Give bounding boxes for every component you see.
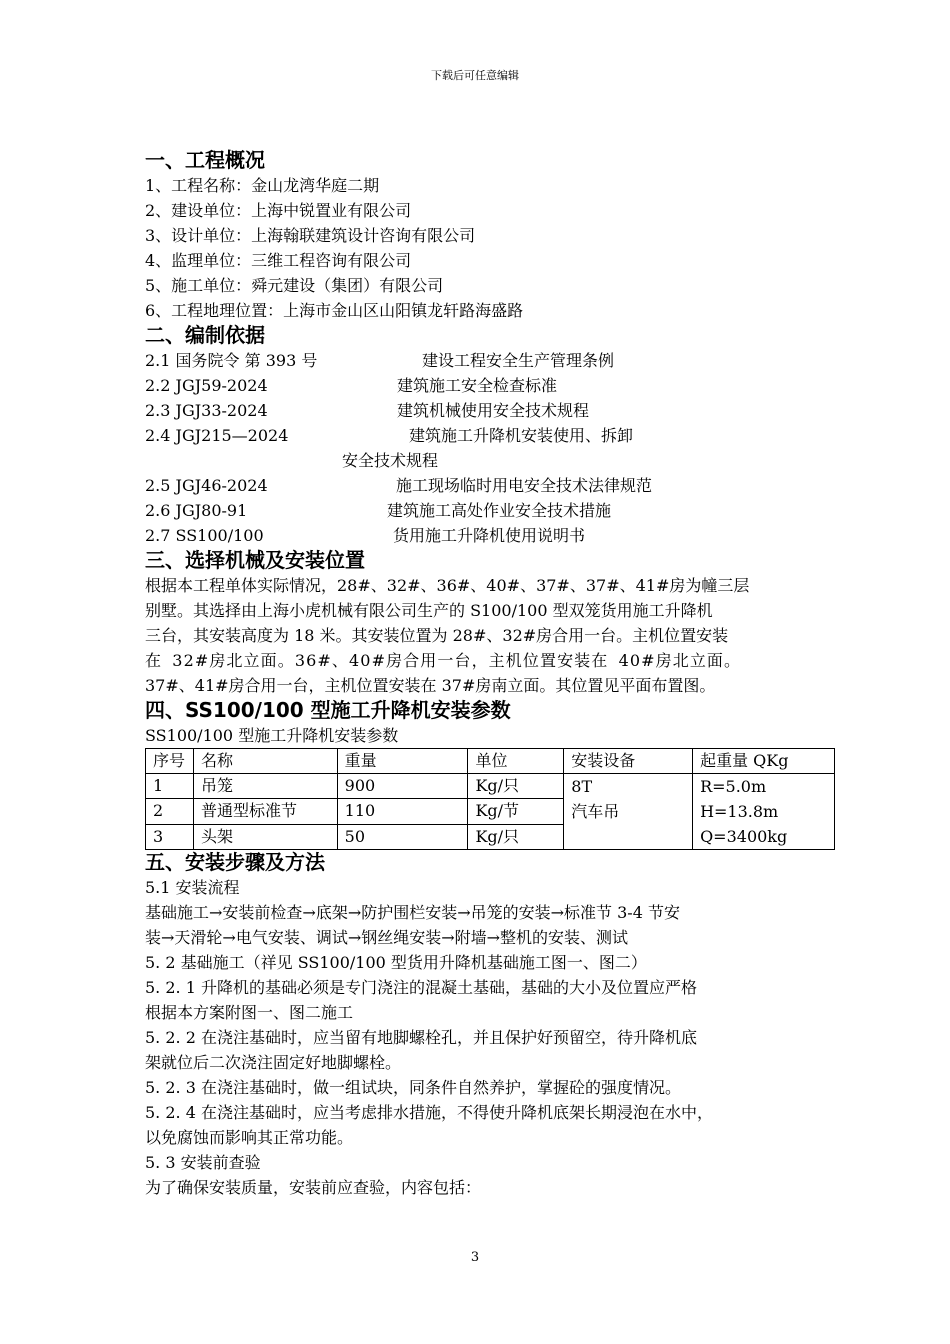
section4-heading: 四、SS100/100 型施工升降机安装参数 [145, 698, 511, 722]
paragraph-line: 37#、41#房合用一台，主机位置安装在 37#房南立面。其位置见平面布置图。 [145, 676, 716, 695]
paragraph-text: 根据本工程单体实际情况，28#、32#、36#、40#、37#、37#、41#房为幢三层 [145, 576, 750, 595]
table-cell: 3 [146, 824, 194, 849]
table-cell: Kg/只 [468, 824, 564, 849]
step-line: 基础施工→安装前检查→底架→防护围栏安装→吊笼的安装→标准节 3-4 节安 [145, 903, 680, 922]
column-header: 重量 [337, 749, 468, 774]
reference-title: 施工现场临时用电安全技术法律规范 [396, 476, 653, 495]
step-line: 5. 2 基础施工（祥见 SS100/100 型货用升降机基础施工图一、图二） [145, 953, 647, 972]
reference-item [145, 373, 835, 398]
step-line: 架就位后二次浇注固定好地脚螺栓。 [145, 1053, 402, 1072]
equipment-cell [564, 774, 693, 850]
table-cell: Kg/只 [468, 774, 564, 799]
capacity-cell [693, 774, 835, 850]
equipment-line: 汽车吊 [571, 802, 620, 821]
step-line: 5. 2. 2 在浇注基础时，应当留有地脚螺栓孔，并且保护好预留空，待升降机底 [145, 1028, 697, 1047]
table-cell: 110 [337, 799, 468, 824]
reference-title: 建筑机械使用安全技术规程 [397, 401, 590, 420]
reference-list [145, 348, 835, 548]
reference-title: 建筑施工升降机安装使用、拆卸 [409, 426, 634, 445]
paragraph-line: 三台，其安装高度为 18 米。其安装位置为 28#、32#房合用一台。主机位置安装 [145, 626, 729, 645]
table-cell: 1 [146, 774, 194, 799]
step-line: 以免腐蚀而影响其正常功能。 [145, 1128, 354, 1147]
table-caption: SS100/100 型施工升降机安装参数 [145, 726, 399, 745]
reference-item [145, 423, 835, 448]
table-cell: 头架 [193, 824, 337, 849]
reference-code: 2.2 JGJ59-2024 [145, 376, 268, 395]
capacity-line: Q=3400kg [700, 827, 788, 846]
step-line: 5. 3 安装前查验 [145, 1153, 261, 1172]
reference-title: 建筑施工安全检查标准 [397, 376, 558, 395]
reference-code: 2.6 JGJ80-91 [145, 501, 248, 520]
equipment-line: 8T [571, 777, 593, 796]
reference-title: 货用施工升降机使用说明书 [393, 526, 586, 545]
machine-selection-paragraph [145, 573, 835, 698]
table-cell: 吊笼 [193, 774, 337, 799]
table-cell: 普通型标准节 [193, 799, 337, 824]
overview-item: 5、施工单位：舜元建设（集团）有限公司 [145, 276, 444, 295]
overview-item: 3、设计单位：上海翰联建筑设计咨询有限公司 [145, 226, 476, 245]
parameters-table [145, 748, 835, 850]
column-header: 安装设备 [564, 749, 693, 774]
section2-heading: 二、编制依据 [145, 323, 265, 347]
table-cell: 900 [337, 774, 468, 799]
section3-heading: 三、选择机械及安装位置 [145, 548, 365, 572]
step-line: 5.1 安装流程 [145, 878, 240, 897]
table-cell: Kg/节 [468, 799, 564, 824]
overview-item: 1、工程名称：金山龙湾华庭二期 [145, 176, 380, 195]
reference-item [145, 448, 835, 473]
reference-title: 建设工程安全生产管理条例 [422, 351, 615, 370]
column-header: 单位 [468, 749, 564, 774]
reference-code: 2.7 SS100/100 [145, 526, 264, 545]
step-line: 5. 2. 4 在浇注基础时，应当考虑排水措施，不得使升降机底架长期浸泡在水中， [145, 1103, 713, 1122]
project-overview-list [145, 173, 835, 323]
reference-code: 2.3 JGJ33-2024 [145, 401, 268, 420]
reference-item [145, 398, 835, 423]
capacity-line: R=5.0m [700, 777, 767, 796]
step-line: 5. 2. 3 在浇注基础时，做一组试块，同条件自然养护，掌握砼的强度情况。 [145, 1078, 681, 1097]
paragraph-line [145, 573, 835, 598]
step-line: 5. 2. 1 升降机的基础必须是专门浇注的混凝土基础，基础的大小及位置应严格 [145, 978, 697, 997]
reference-code: 2.1 国务院令 第 393 号 [145, 351, 318, 370]
step-line: 为了确保安装质量，安装前应查验，内容包括： [145, 1178, 482, 1197]
reference-code: 2.5 JGJ46-2024 [145, 476, 268, 495]
reference-item [145, 473, 835, 498]
paragraph-line: 别墅。其选择由上海小虎机械有限公司生产的 S100/100 型双笼货用施工升降机 [145, 601, 713, 620]
column-header: 序号 [146, 749, 194, 774]
step-line: 根据本方案附图一、图二施工 [145, 1003, 354, 1022]
table-row [146, 774, 835, 799]
document-body [145, 148, 835, 1200]
reference-item [145, 523, 835, 548]
section1-heading: 一、工程概况 [145, 148, 265, 172]
page-number: 3 [470, 1250, 480, 1265]
reference-title: 建筑施工高处作业安全技术措施 [387, 501, 612, 520]
table-cell: 50 [337, 824, 468, 849]
page-header: 下载后可任意编辑 [431, 69, 519, 82]
table-cell: 2 [146, 799, 194, 824]
paragraph-line: 在 32#房北立面。36#、40#房合用一台，主机位置安装在 40#房北立面。 [145, 651, 742, 670]
capacity-line: H=13.8m [700, 802, 779, 821]
overview-item: 6、工程地理位置：上海市金山区山阳镇龙轩路海盛路 [145, 301, 524, 320]
reference-item [145, 348, 835, 373]
reference-code: 2.4 JGJ215—2024 [145, 426, 289, 445]
overview-item: 2、建设单位：上海中锐置业有限公司 [145, 201, 412, 220]
column-header: 起重量 QKg [693, 749, 835, 774]
reference-title: 安全技术规程 [342, 451, 439, 470]
overview-item: 4、监理单位：三维工程咨询有限公司 [145, 251, 412, 270]
step-line: 装→天滑轮→电气安装、调试→钢丝绳安装→附墙→整机的安装、测试 [145, 928, 629, 947]
installation-steps [145, 875, 835, 1200]
reference-item [145, 498, 835, 523]
section5-heading: 五、安装步骤及方法 [145, 850, 325, 874]
table-header-row [146, 749, 835, 774]
column-header: 名称 [193, 749, 337, 774]
